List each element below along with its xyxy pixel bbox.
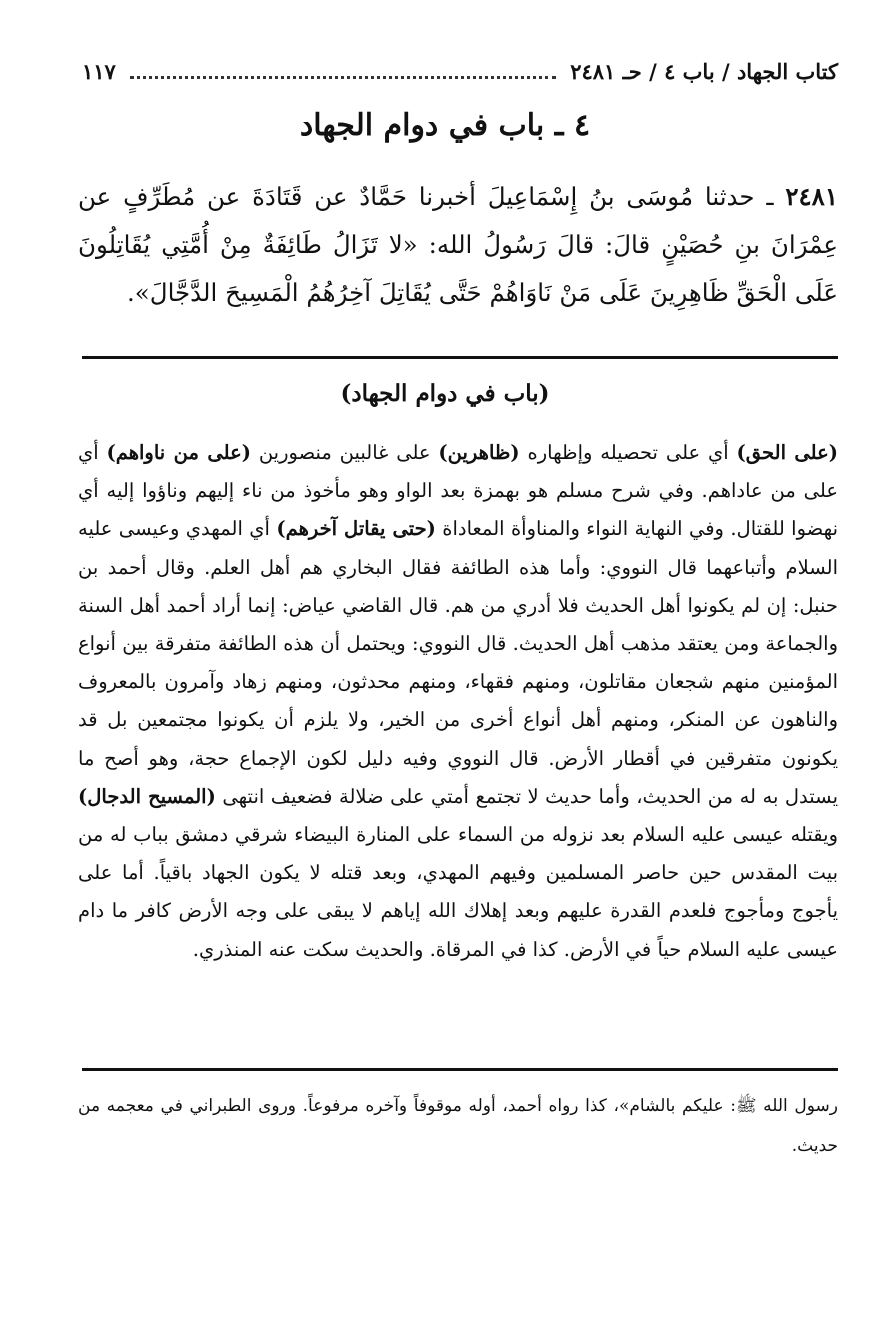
section-divider (82, 356, 838, 359)
commentary-lemma: (ظاهرين) (438, 441, 520, 464)
commentary-text (78, 434, 838, 969)
hadith-body: ـ حدثنا مُوسَى بنُ إِسْمَاعِيلَ أخبرنا حَمَّادٌ عن قَتَادَةَ عن مُطَرِّفٍ عن عِمْرَانَ بنِ حُصَيْنٍ قالَ: قالَ رَسُولُ الله: «لا تَزَالُ طَائِفَةٌ مِنْ أُمَّتِي يُقَاتِلُونَ عَلَى الْحَقِّ ظَاهِرِينَ عَلَى مَنْ نَاوَاهُمْ حَتَّى يُقَاتِلَ آخِرُهُمُ الْمَسِيحَ الدَّجَّالَ». (78, 182, 838, 307)
commentary-lemma: (على من ناواهم) (106, 441, 251, 464)
commentary-lemma: (حتى يقاتل آخرهم) (276, 517, 436, 541)
commentary-segment: ويقتله عيسى عليه السلام بعد نزوله من السماء على المنارة البيضاء شرقي دمشق بباب له من بيت المقدس حين حاصر المسلمين وفيهم المهدي، وبعد قتله لا يكون الجهاد باقياً. أما على يأجوج ومأجوج فلعدم القدرة عليهم وبعد إهلاك الله إياهم لا يبقى على وجه الأرض كافر ما دام عيسى عليه السلام حياً في الأرض. كذا في المرقاة. والحديث سكت عنه المنذري. (78, 823, 838, 961)
chapter-heading: ٤ ـ باب في دوام الجهاد (299, 108, 591, 143)
commentary-segment: أي على من عاداهم. وفي شرح مسلم هو بهمزة بعد الواو وهو مأخوذ من ناء إليهم وناؤوا إليه أي نهضوا للقتال. وفي النهاية النواء والمناوأة المعاداة (78, 441, 838, 541)
footnote-divider (82, 1068, 838, 1071)
hadith-number: ٢٤٨١ (785, 182, 838, 211)
running-title: كتاب الجهاد / باب ٤ / حـ ٢٤٨١ (570, 58, 838, 84)
commentary-segment: أي على تحصيله وإظهاره (519, 441, 737, 464)
commentary-heading: (باب في دوام الجهاد) (340, 380, 550, 407)
page-number: ١١٧ (82, 58, 116, 84)
commentary-segment: على غالبين منصورين (250, 441, 439, 464)
dot-leader (130, 64, 556, 79)
commentary-segment: أي المهدي وعيسى عليه السلام وأتباعهما قال النووي: وأما هذه الطائفة فقال البخاري هم أهل العلم. وقال أحمد بن حنبل: إن لم يكونوا أهل الحديث فلا أدري من هم. قال القاضي عياض: إنما أراد أحمد أهل السنة والجماعة ومن يعتقد مذهب أهل الحديث. قال النووي: ويحتمل أن هذه الطائفة متفرقة بين أنواع المؤمنين منهم شجعان مقاتلون، ومنهم فقهاء، ومنهم محدثون، ومنهم زهاد وآمرون بالمعروف والناهون عن المنكر، ومنهم أهل أنواع أخرى من الخير، ولا يلزم أن يكونوا مجتمعين بل قد يكونون متفرقين في أقطار الأرض. قال النووي وفيه دليل لكون الإجماع حجة، وهو أصح ما يستدل به له من الحديث، وأما حديث لا تجتمع أمتي على ضلالة فضعيف انتهى (78, 517, 838, 808)
hadith-text (78, 173, 838, 317)
footnote-text: رسول الله ﷺ: عليكم بالشام»، كذا رواه أحمد، أوله موقوفاً وآخره مرفوعاً. وروى الطبراني في معجمه من حديث. (78, 1096, 838, 1156)
commentary-lemma: (المسيح الدجال) (78, 784, 216, 808)
running-header (82, 54, 838, 88)
commentary-lemma: (على الحق) (736, 441, 838, 464)
